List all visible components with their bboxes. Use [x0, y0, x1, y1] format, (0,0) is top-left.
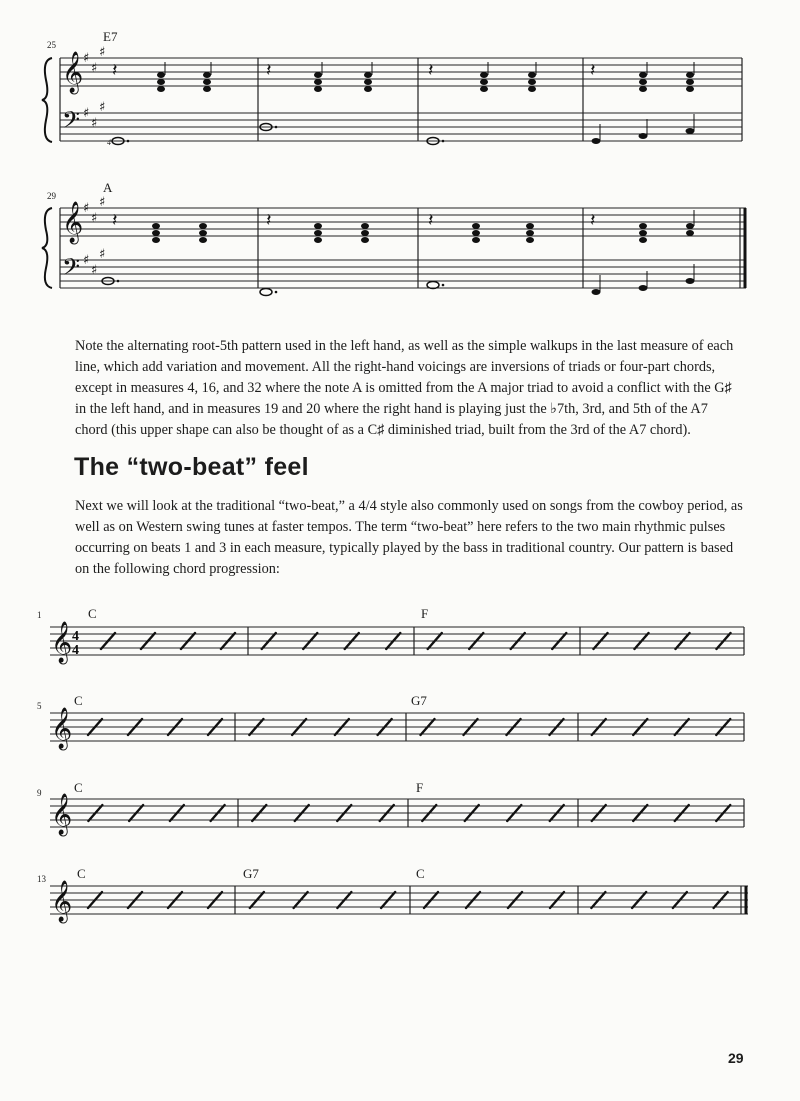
chord-symbols: [74, 606, 428, 881]
slash-staff-4: [50, 886, 748, 914]
svg-text:4: 4: [72, 643, 79, 658]
measure-number: 5: [37, 701, 42, 711]
bass-clef-icon: 𝄢: [62, 106, 81, 139]
chord-symbol: A: [103, 180, 113, 195]
svg-text:♯: ♯: [83, 51, 90, 66]
svg-text:♯: ♯: [99, 195, 106, 210]
piano-system-2: [42, 180, 746, 296]
chord-symbol: C: [74, 693, 83, 708]
chord-symbol: E7: [103, 29, 118, 44]
svg-text:𝄞: 𝄞: [51, 881, 73, 922]
svg-text:♯: ♯: [91, 263, 98, 278]
svg-text:𝄽: 𝄽: [428, 60, 434, 81]
bass-clef-icon: 𝄢: [62, 253, 81, 286]
grand-staff-brace: [42, 58, 52, 142]
rhythm-slashes: [88, 633, 731, 908]
svg-text:𝄞: 𝄞: [51, 708, 73, 749]
svg-text:𝄽: 𝄽: [112, 60, 118, 81]
svg-text:♯: ♯: [83, 201, 90, 216]
chord-chart: [37, 606, 748, 923]
chord-symbol: C: [88, 606, 97, 621]
svg-text:♯: ♯: [99, 100, 106, 115]
treble-clef-icon: 𝄞: [62, 52, 84, 93]
svg-text:4: 4: [72, 629, 79, 644]
slash-staff-1: [50, 627, 744, 655]
svg-text:𝄽: 𝄽: [112, 210, 118, 231]
measure-number: 25: [47, 40, 56, 50]
measure-number: 13: [37, 874, 46, 884]
fingering-number: 4: [107, 138, 111, 147]
treble-clef-icons: [51, 621, 72, 923]
notes: [112, 60, 695, 145]
svg-text:♯: ♯: [83, 253, 90, 268]
svg-text:♯: ♯: [99, 247, 106, 262]
body-paragraph: Next we will look at the traditional “two-beat,” a 4/4 style also commonly used on songs from the cowboy period, as well as on Western swing tunes at faster tempos. The term “two-beat” here refers to the two main rhythmic pulses occurring on beats 1 and 3 in each measure, typically played by the bass in traditional country. Our pattern is based on the following chord progression:: [75, 498, 743, 577]
chord-symbol: C: [416, 866, 425, 881]
chord-symbol: F: [416, 780, 424, 795]
measure-number: 1: [37, 610, 42, 620]
svg-text:♯: ♯: [99, 45, 106, 60]
measure-numbers: [37, 610, 47, 884]
bass-staff: [60, 260, 746, 288]
notes: [102, 210, 695, 296]
chord-symbol: G7: [243, 866, 259, 881]
time-signature: [72, 629, 79, 658]
svg-text:𝄽: 𝄽: [590, 60, 596, 81]
chord-symbol: C: [77, 866, 86, 881]
piano-system-1: [42, 29, 742, 147]
svg-text:𝄽: 𝄽: [266, 60, 272, 81]
svg-text:𝄽: 𝄽: [266, 210, 272, 231]
measure-number: 29: [47, 191, 56, 201]
barlines: [258, 208, 745, 288]
measure-number: 9: [37, 788, 42, 798]
chord-symbol: F: [421, 606, 429, 621]
svg-text:♯: ♯: [91, 116, 98, 131]
page-number: 29: [728, 1050, 744, 1066]
barlines: [258, 58, 742, 141]
svg-text:♯: ♯: [91, 61, 98, 76]
svg-text:♯: ♯: [91, 211, 98, 226]
grand-staff-brace: [42, 208, 52, 288]
svg-text:𝄞: 𝄞: [51, 622, 73, 663]
chord-symbol: C: [74, 780, 83, 795]
svg-text:♯: ♯: [83, 106, 90, 121]
svg-text:𝄽: 𝄽: [428, 210, 434, 231]
barlines: [235, 627, 746, 914]
section-heading: The “two-beat” feel: [74, 453, 309, 481]
treble-clef-icon: 𝄞: [62, 202, 84, 243]
svg-text:𝄽: 𝄽: [590, 210, 596, 231]
body-paragraph: Note the alternating root-5th pattern used in the left hand, as well as the simple walkups in the last measure of each line, which add variation and movement. All the right-hand voicings are inversions of triads or four-part chords, except in measures 4, 16, and 32 where the note A is omitted from the A major triad to avoid a conflict with the G♯ in the left hand, and in measures 19 and 20 where the right hand is playing just the ♭7th, 3rd, and 5th of the A7 chord (this upper shape can also be thought of as a C♯ diminished triad, built from the 3rd of the A7 chord).: [75, 338, 734, 438]
svg-text:𝄞: 𝄞: [51, 794, 73, 835]
chord-symbol: G7: [411, 693, 427, 708]
